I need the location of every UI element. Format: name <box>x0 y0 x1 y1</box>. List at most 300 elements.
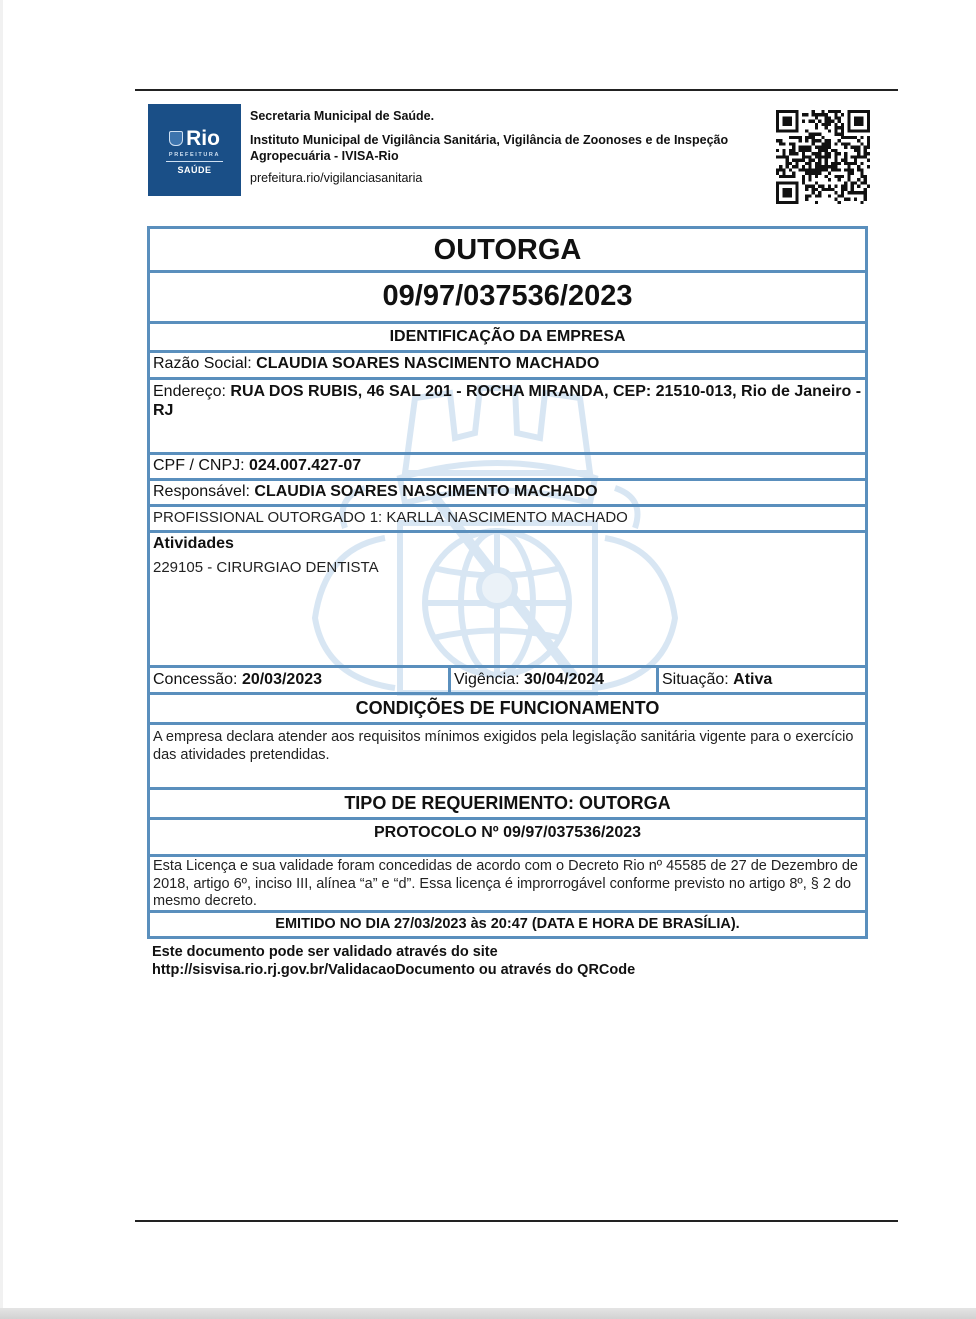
protocolo: PROTOCOLO Nº 09/97/037536/2023 <box>147 820 868 857</box>
qr-module <box>844 146 847 149</box>
qr-module <box>789 175 792 178</box>
logo-divider <box>166 161 223 162</box>
qr-module <box>841 175 844 178</box>
qr-module <box>860 172 863 175</box>
qr-module <box>851 162 854 165</box>
qr-module <box>808 165 811 168</box>
qr-module <box>860 191 863 194</box>
qr-module <box>825 113 828 116</box>
qr-module <box>802 165 805 168</box>
qr-module <box>825 146 828 149</box>
qr-module <box>815 152 818 155</box>
qr-module <box>812 133 815 136</box>
qr-module <box>802 113 805 116</box>
website-link[interactable]: prefeitura.rio/vigilanciasanitaria <box>250 171 423 185</box>
logo-brand: Rio <box>186 127 220 150</box>
qr-module <box>860 136 863 139</box>
field-concessao <box>150 668 451 692</box>
qr-module <box>831 168 834 171</box>
qr-module <box>857 152 860 155</box>
cpf-cnpj-value: 024.007.427-07 <box>249 457 362 474</box>
qr-module <box>844 152 847 155</box>
qr-module <box>857 168 860 171</box>
qr-module <box>841 185 844 188</box>
qr-module <box>857 191 860 194</box>
qr-module <box>805 194 808 197</box>
qr-module <box>864 181 867 184</box>
qr-module <box>828 146 831 149</box>
qr-module <box>825 159 828 162</box>
responsavel-label: Responsável: <box>153 483 255 500</box>
qr-module <box>825 165 828 168</box>
qr-module <box>815 188 818 191</box>
qr-module <box>864 194 867 197</box>
qr-module <box>847 172 850 175</box>
qr-code-icon[interactable] <box>776 110 870 204</box>
qr-module <box>834 162 837 165</box>
qr-module <box>789 168 792 171</box>
qr-module <box>847 198 850 201</box>
tipo-requerimento: TIPO DE REQUERIMENTO: OUTORGA <box>147 790 868 820</box>
qr-module <box>851 155 854 158</box>
qr-module <box>834 185 837 188</box>
qr-module <box>815 168 818 171</box>
qr-module <box>802 120 805 123</box>
logo-subtitle: PREFEITURA <box>168 152 221 158</box>
qr-module <box>860 181 863 184</box>
qr-module <box>818 159 821 162</box>
qr-module <box>828 120 831 123</box>
qr-module <box>828 165 831 168</box>
qr-module <box>818 113 821 116</box>
qr-module <box>857 146 860 149</box>
qr-module <box>867 142 870 145</box>
qr-module <box>831 120 834 123</box>
vigencia-label: Vigência: <box>454 671 524 688</box>
rio-prefeitura-saude-logo <box>148 104 241 196</box>
qr-module <box>782 142 785 145</box>
qr-module <box>841 129 844 132</box>
qr-module <box>789 142 792 145</box>
qr-module <box>786 162 789 165</box>
field-cpf-cnpj <box>147 455 868 481</box>
qr-module <box>812 136 815 139</box>
qr-module <box>834 191 837 194</box>
qr-module <box>834 175 837 178</box>
qr-module <box>834 155 837 158</box>
qr-module <box>812 172 815 175</box>
qr-module <box>782 155 785 158</box>
qr-module <box>834 152 837 155</box>
qr-module <box>799 168 802 171</box>
cpf-cnpj-label: CPF / CNPJ: <box>153 457 250 474</box>
qr-module <box>808 159 811 162</box>
atividades-label: Atividades <box>153 535 234 552</box>
qr-module <box>818 172 821 175</box>
qr-module <box>808 162 811 165</box>
qr-module <box>802 152 805 155</box>
qr-module <box>821 155 824 158</box>
qr-module <box>808 194 811 197</box>
qr-module <box>838 168 841 171</box>
qr-module <box>841 123 844 126</box>
qr-module <box>834 113 837 116</box>
qr-module <box>815 133 818 136</box>
qr-module <box>818 194 821 197</box>
qr-module <box>864 146 867 149</box>
qr-module <box>821 142 824 145</box>
qr-module <box>854 191 857 194</box>
qr-module <box>860 175 863 178</box>
qr-module <box>825 188 828 191</box>
qr-module <box>825 168 828 171</box>
document-title: OUTORGA <box>147 226 868 273</box>
validation-line-1: Este documento pode ser validado através do site <box>152 944 498 960</box>
qr-module <box>838 178 841 181</box>
qr-module <box>867 139 870 142</box>
qr-module <box>805 188 808 191</box>
atividade-item: 229105 - CIRURGIAO DENTISTA <box>153 559 379 576</box>
qr-module <box>867 152 870 155</box>
qr-module <box>789 162 792 165</box>
qr-module <box>854 155 857 158</box>
qr-module <box>831 165 834 168</box>
qr-module <box>847 165 850 168</box>
qr-module <box>838 120 841 123</box>
qr-module <box>857 185 860 188</box>
qr-module <box>808 168 811 171</box>
qr-module <box>854 136 857 139</box>
qr-module <box>857 149 860 152</box>
qr-module <box>867 165 870 168</box>
qr-module <box>825 155 828 158</box>
qr-module <box>782 172 785 175</box>
qr-module <box>779 139 782 142</box>
qr-module <box>828 116 831 119</box>
header-text <box>250 108 750 186</box>
qr-module <box>812 120 815 123</box>
qr-module <box>847 178 850 181</box>
qr-module <box>844 188 847 191</box>
logo-department: SAÚDE <box>177 165 212 175</box>
qr-module <box>857 178 860 181</box>
qr-module <box>818 162 821 165</box>
field-situacao <box>659 668 865 692</box>
qr-module <box>867 159 870 162</box>
qr-module <box>779 155 782 158</box>
qr-module <box>789 136 792 139</box>
qr-module <box>799 159 802 162</box>
license-document <box>147 226 868 939</box>
qr-module <box>844 155 847 158</box>
qr-module <box>808 146 811 149</box>
qr-module <box>860 155 863 158</box>
page-bottom-shadow <box>0 1308 976 1319</box>
qr-module <box>825 120 828 123</box>
qr-module <box>776 149 779 152</box>
field-vigencia <box>451 668 659 692</box>
qr-module <box>812 113 815 116</box>
qr-module <box>815 113 818 116</box>
qr-module <box>857 155 860 158</box>
qr-module <box>786 159 789 162</box>
qr-module <box>834 168 837 171</box>
qr-module <box>792 149 795 152</box>
qr-module <box>828 152 831 155</box>
field-endereco <box>147 380 868 455</box>
qr-module <box>847 175 850 178</box>
qr-module <box>805 198 808 201</box>
qr-module <box>795 136 798 139</box>
qr-module <box>828 129 831 132</box>
qr-module <box>815 116 818 119</box>
qr-module <box>834 123 837 126</box>
qr-module <box>864 191 867 194</box>
qr-module <box>799 136 802 139</box>
qr-module <box>834 129 837 132</box>
qr-module <box>795 162 798 165</box>
qr-module <box>860 201 863 204</box>
qr-module <box>802 175 805 178</box>
qr-module <box>844 162 847 165</box>
endereco-value: RUA DOS RUBIS, 46 SAL 201 - ROCHA MIRANDA, CEP: 21510-013, Rio de Janeiro - RJ <box>153 383 862 419</box>
qr-module <box>799 149 802 152</box>
qr-module <box>802 149 805 152</box>
qr-module <box>815 155 818 158</box>
secretaria-name: Secretaria Municipal de Saúde. <box>250 109 435 123</box>
qr-module <box>792 175 795 178</box>
qr-module <box>782 149 785 152</box>
qr-module <box>831 162 834 165</box>
qr-module <box>841 188 844 191</box>
qr-module <box>792 165 795 168</box>
emitido-timestamp: EMITIDO NO DIA 27/03/2023 às 20:47 (DATA E HORA DE BRASÍLIA). <box>147 913 868 939</box>
qr-module <box>841 113 844 116</box>
qr-module <box>818 139 821 142</box>
qr-module <box>776 155 779 158</box>
qr-module <box>860 168 863 171</box>
qr-module <box>808 120 811 123</box>
qr-module <box>847 168 850 171</box>
qr-module <box>812 191 815 194</box>
qr-module <box>808 149 811 152</box>
page-edge <box>0 0 3 1308</box>
qr-module <box>815 162 818 165</box>
qr-module <box>815 139 818 142</box>
qr-module <box>860 162 863 165</box>
qr-module <box>841 191 844 194</box>
qr-module <box>834 110 837 113</box>
qr-module <box>834 159 837 162</box>
qr-module <box>802 168 805 171</box>
qr-module <box>834 116 837 119</box>
section-condicoes: CONDIÇÕES DE FUNCIONAMENTO <box>147 695 868 725</box>
qr-module <box>815 126 818 129</box>
qr-module <box>851 181 854 184</box>
qr-module <box>854 159 857 162</box>
qr-module <box>828 110 831 113</box>
qr-module <box>815 146 818 149</box>
document-number: 09/97/037536/2023 <box>147 273 868 324</box>
qr-module <box>867 136 870 139</box>
qr-module <box>857 165 860 168</box>
qr-module <box>821 168 824 171</box>
qr-module <box>812 110 815 113</box>
qr-module <box>821 136 824 139</box>
qr-module <box>864 149 867 152</box>
validation-note <box>152 944 635 979</box>
qr-module <box>841 142 844 145</box>
field-profissional-outorgado: PROFISSIONAL OUTORGADO 1: KARLLA NASCIMENTO MACHADO <box>147 507 868 533</box>
qr-module <box>841 126 844 129</box>
qr-module <box>844 185 847 188</box>
qr-module <box>828 123 831 126</box>
concessao-value: 20/03/2023 <box>241 671 323 688</box>
qr-module <box>782 168 785 171</box>
qr-module <box>818 152 821 155</box>
qr-module <box>805 168 808 171</box>
qr-module <box>847 162 850 165</box>
qr-module <box>779 142 782 145</box>
qr-module <box>799 146 802 149</box>
qr-module <box>779 165 782 168</box>
qr-module <box>851 146 854 149</box>
qr-module <box>795 152 798 155</box>
qr-module <box>864 175 867 178</box>
qr-module <box>786 165 789 168</box>
qr-module <box>808 178 811 181</box>
qr-module <box>828 194 831 197</box>
qr-module <box>799 139 802 142</box>
qr-module <box>828 142 831 145</box>
qr-module <box>825 152 828 155</box>
qr-module <box>812 159 815 162</box>
qr-module <box>805 162 808 165</box>
responsavel-value: CLAUDIA SOARES NASCIMENTO MACHADO <box>254 483 598 500</box>
qr-module <box>864 188 867 191</box>
qr-module <box>834 133 837 136</box>
qr-module <box>808 136 811 139</box>
qr-module <box>815 194 818 197</box>
qr-module <box>808 133 811 136</box>
qr-module <box>838 175 841 178</box>
qr-module <box>825 142 828 145</box>
qr-module <box>851 188 854 191</box>
qr-module <box>815 201 818 204</box>
qr-module <box>818 185 821 188</box>
qr-module <box>831 110 834 113</box>
qr-module <box>812 152 815 155</box>
qr-module <box>854 198 857 201</box>
qr-module <box>792 146 795 149</box>
situacao-label: Situação: <box>662 671 734 688</box>
qr-module <box>825 126 828 129</box>
qr-module <box>844 181 847 184</box>
qr-module <box>818 168 821 171</box>
qr-module <box>808 155 811 158</box>
top-rule <box>135 89 898 91</box>
qr-module <box>805 146 808 149</box>
qr-module <box>821 123 824 126</box>
qr-module <box>805 139 808 142</box>
qr-module <box>786 155 789 158</box>
qr-module <box>860 142 863 145</box>
qr-module <box>851 185 854 188</box>
qr-module <box>864 198 867 201</box>
qr-module <box>812 185 815 188</box>
qr-module <box>834 165 837 168</box>
qr-module <box>815 175 818 178</box>
qr-module <box>844 198 847 201</box>
qr-module <box>844 168 847 171</box>
qr-module <box>808 185 811 188</box>
endereco-label: Endereço: <box>153 383 231 400</box>
qr-module <box>847 142 850 145</box>
qr-module <box>821 149 824 152</box>
qr-module <box>792 159 795 162</box>
qr-module <box>812 168 815 171</box>
qr-module <box>851 168 854 171</box>
qr-module <box>831 188 834 191</box>
validation-link[interactable]: http://sisvisa.rio.rj.gov.br/ValidacaoDocumento ou através do QRCode <box>152 961 636 978</box>
qr-module <box>812 139 815 142</box>
qr-module <box>821 185 824 188</box>
section-identificacao: IDENTIFICAÇÃO DA EMPRESA <box>147 324 868 353</box>
qr-module <box>802 159 805 162</box>
field-responsavel <box>147 481 868 507</box>
qr-module <box>838 133 841 136</box>
qr-module <box>805 155 808 158</box>
qr-module <box>838 152 841 155</box>
qr-module <box>795 159 798 162</box>
licenca-text: Esta Licença e sua validade foram concedidas de acordo com o Decreto Rio nº 45585 de 27 de Dezembro de 2018, artigo 6º, inciso III, alínea “a” e “d”. Essa licença é improrrogável conforme previsto no artigo 8º, § 2 do mesmo decreto. <box>147 857 868 913</box>
qr-module <box>847 136 850 139</box>
qr-module <box>825 175 828 178</box>
qr-module <box>838 126 841 129</box>
qr-module <box>818 165 821 168</box>
qr-module <box>818 146 821 149</box>
concessao-label: Concessão: <box>153 671 242 688</box>
qr-module <box>828 178 831 181</box>
qr-module <box>802 181 805 184</box>
qr-module <box>854 162 857 165</box>
qr-module <box>834 126 837 129</box>
qr-module <box>867 185 870 188</box>
qr-module <box>818 149 821 152</box>
qr-module <box>805 185 808 188</box>
qr-module <box>789 152 792 155</box>
qr-module <box>851 136 854 139</box>
qr-module <box>834 198 837 201</box>
qr-module <box>808 175 811 178</box>
qr-module <box>828 172 831 175</box>
qr-module <box>864 155 867 158</box>
qr-module <box>782 152 785 155</box>
qr-module <box>825 162 828 165</box>
qr-module <box>844 136 847 139</box>
qr-module <box>844 159 847 162</box>
qr-module <box>805 172 808 175</box>
qr-module <box>802 178 805 181</box>
qr-module <box>805 136 808 139</box>
city-crest-icon <box>169 131 183 146</box>
qr-module <box>821 165 824 168</box>
qr-module <box>834 142 837 145</box>
qr-module <box>779 175 782 178</box>
instituto-name: Instituto Municipal de Vigilância Sanitária, Vigilância de Zoonoses e de Inspeção Agropecuária - IVISA-Rio <box>250 133 729 163</box>
qr-module <box>792 172 795 175</box>
qr-module <box>854 181 857 184</box>
